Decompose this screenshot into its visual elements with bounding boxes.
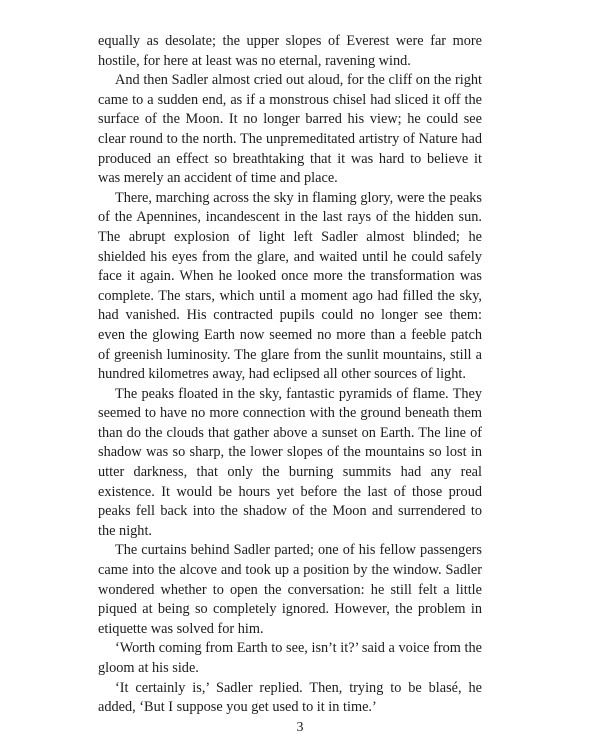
body-text bbox=[98, 32, 482, 718]
paragraph-6: ‘Worth coming from Earth to see, isn’t it?’ said a voice from the gloom at his side. bbox=[98, 640, 482, 676]
paragraph-1: equally as desolate; the upper slopes of Everest were far more hostile, for here at least was no eternal, ravening wind. bbox=[98, 33, 482, 69]
paragraph-7: ‘It certainly is,’ Sadler replied. Then, trying to be blasé, he added, ‘But I suppose you get used to it in time.’ bbox=[98, 679, 482, 716]
paragraph-5: The curtains behind Sadler parted; one of his fellow passengers came into the alcove and took up a position by the window. Sadler wondered whether to open the conversation: he still felt a little piqued at being so completely ignored. However, the problem in etiquette was solved for him. bbox=[98, 542, 482, 637]
paragraph-3: There, marching across the sky in flaming glory, were the peaks of the Apennines, incandescent in the last rays of the hidden sun. The abrupt explosion of light left Sadler almost blinded; he shielded his eyes from the glare, and waited until he could safely face it again. When he looked once more the transformation was complete. The stars, which until a moment ago had filled the sky, had vanished. His contracted pupils could no longer see them: even the glowing Earth now seemed no more than a feeble patch of greenish luminosity. The glare from the sunlit mountains, still a hundred kilometres away, had eclipsed all other sources of light. bbox=[98, 189, 482, 383]
paragraph-2: And then Sadler almost cried out aloud, for the cliff on the right came to a sudden end, as if a monstrous chisel had sliced it off the surface of the Moon. It no longer barred his view; he could see clear round to the north. The unpremeditated artistry of Nature had produced an effect so breathtaking that it was hard to believe it was merely an accident of time and place. bbox=[98, 72, 482, 187]
page-number: 3 bbox=[296, 720, 304, 735]
paragraph-4: The peaks floated in the sky, fantastic pyramids of flame. They seemed to have no more connection with the ground beneath them than do the clouds that gather above a sunset on Earth. The line of shadow was so sharp, the lower slopes of the mountains so lost in utter darkness, that only the burning summits had any real existence. It would be hours yet before the last of those proud peaks fell back into the shadow of the Moon and surrendered to the night. bbox=[98, 385, 482, 539]
